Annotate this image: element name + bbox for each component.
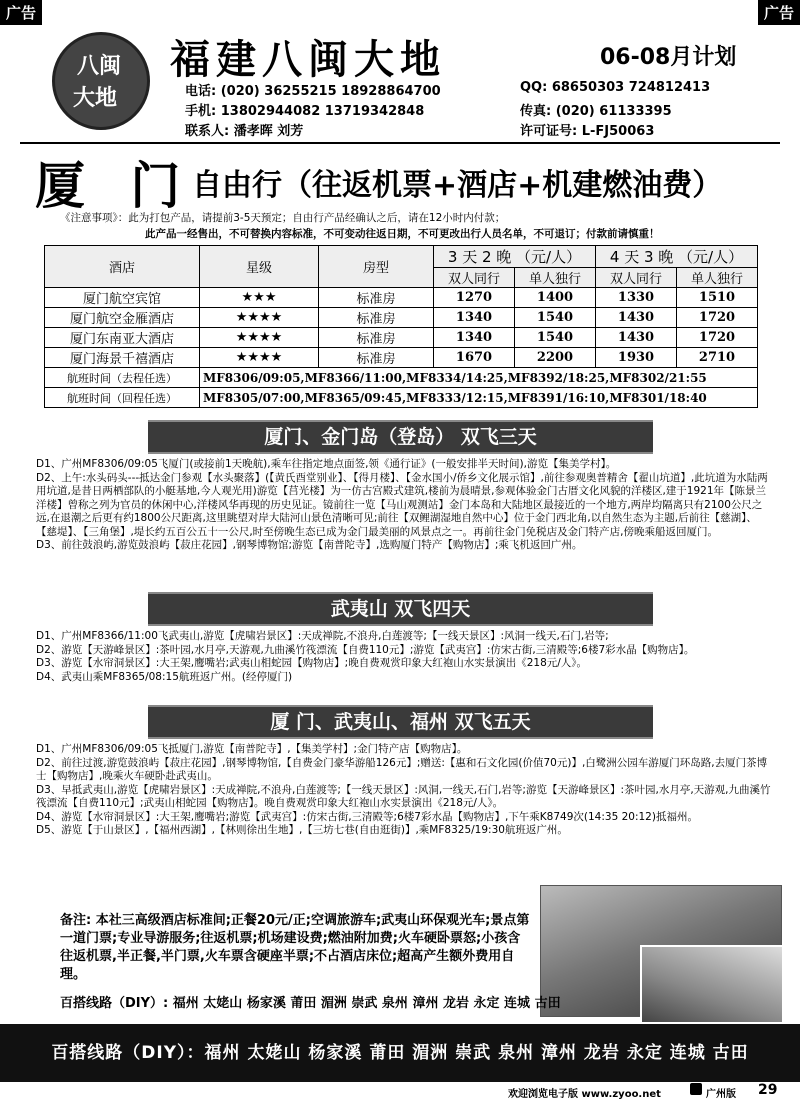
- phone-label: 电话:: [185, 84, 217, 99]
- itinerary-day: D3、前往鼓浪屿,游览鼓浪屿【菽庄花园】,钢琴博物馆;游览【南普陀寺】,选购厦门特产【购物店】;乘飞机返回广州。: [36, 539, 583, 551]
- route-title-1: 厦门、金门岛（登岛） 双飞三天: [148, 420, 653, 454]
- fax-line: [520, 100, 672, 119]
- price-cell: 2710: [677, 348, 758, 368]
- subheader-single-4d: 单人独行: [677, 268, 758, 288]
- contact-line: [185, 120, 303, 139]
- phone-value: (020) 36255215 18928864700: [220, 84, 441, 99]
- license-value: L-FJ50063: [581, 124, 655, 139]
- price-cell: 1720: [677, 328, 758, 348]
- itinerary-day: D1、广州MF8306/09:05飞厦门(或接前1天晚航),乘车往指定地点面签,领《通行证》(一般安排半天时间),游览【集美学村】。: [36, 458, 617, 470]
- subheader-single-3d: 单人独行: [515, 268, 596, 288]
- room-type: 标准房: [319, 328, 434, 348]
- price-cell: 1330: [596, 288, 677, 308]
- mobile-label: 手机:: [185, 104, 217, 119]
- subheader-double-4d: 双人同行: [596, 268, 677, 288]
- itinerary-day: D4、武夷山乘MF8365/08:15航班返广州。(经停厦门): [36, 670, 293, 683]
- logo-text-bottom: 大地: [73, 86, 118, 111]
- plan-period: 06-08月计划: [600, 45, 737, 70]
- table-row: [45, 348, 758, 368]
- table-row: [45, 328, 758, 348]
- price-cell: 1510: [677, 288, 758, 308]
- star-rating: ★★★★: [200, 348, 319, 368]
- route-itinerary-2: [36, 630, 771, 684]
- remarks: [60, 912, 530, 984]
- page-footer: [0, 1082, 800, 1100]
- scenic-photo-inset: [640, 945, 784, 1024]
- company-name: 福建八闽大地: [170, 36, 446, 83]
- price-cell: 1540: [515, 328, 596, 348]
- route-itinerary-1: [36, 458, 771, 553]
- diy-line: [60, 992, 561, 1011]
- remarks-label: 备注:: [60, 913, 92, 928]
- notice-line-1: 《注意事项》：此为打包产品，请提前3-5天预定；自由行产品经确认之后，请在12小时内付款；: [60, 212, 506, 224]
- price-cell: 1400: [515, 288, 596, 308]
- price-cell: 1270: [434, 288, 515, 308]
- header-room: 房型: [319, 246, 434, 288]
- header-stars: 星级: [200, 246, 319, 288]
- star-rating: ★★★: [200, 288, 319, 308]
- mobile-line: [185, 100, 424, 119]
- contact-label: 联系人:: [185, 124, 230, 139]
- room-type: 标准房: [319, 348, 434, 368]
- hotel-name: 厦门海景千禧酒店: [45, 348, 200, 368]
- hotel-name: 厦门东南亚大酒店: [45, 328, 200, 348]
- hotel-name: 厦门航空金雁酒店: [45, 308, 200, 328]
- fax-label: 传真:: [520, 104, 552, 119]
- itinerary-day: D4、游览【水帘洞景区】:大王架,鹰嘴岩;游览【武夷宫】:仿宋古街,三清殿等;6楼7彩水晶【购物店】,下午乘K8749次(14:35 20:12)抵福州。: [36, 810, 698, 823]
- price-cell: 2200: [515, 348, 596, 368]
- price-cell: 1340: [434, 308, 515, 328]
- destination-title: 厦 门: [35, 156, 195, 215]
- itinerary-day: D5、游览【于山景区】,【福州西湖】,【林则徐出生地】,【三坊七巷(自由逛街)】,乘MF8325/19:30航班返广州。: [36, 824, 568, 836]
- mobile-value: 13802944082 13719342848: [220, 104, 425, 119]
- star-rating: ★★★★: [200, 308, 319, 328]
- price-cell: 1430: [596, 308, 677, 328]
- table-row: [45, 288, 758, 308]
- itinerary-day: D2、游览【天游峰景区】:茶叶园,水月亭,天游观,九曲溪竹筏漂流【自费110元】;游览【武夷宫】:仿宋古街,三清殿等;6楼7彩水晶【购物店】。: [36, 643, 695, 656]
- flight-out-times: MF8306/09:05,MF8366/11:00,MF8334/14:25,MF8392/18:25,MF8302/21:55: [200, 368, 758, 388]
- route-title-2: 武夷山 双飞四天: [148, 592, 653, 626]
- diy-label: 百搭线路（DIY）:: [60, 996, 169, 1011]
- hotel-name: 厦门航空宾馆: [45, 288, 200, 308]
- qq-value: 68650303 724812413: [551, 80, 711, 95]
- itinerary-day: D2、前往过渡,游览鼓浪屿【菽庄花园】,钢琴博物馆,【自费金门豪华游船126元】;赠送:【惠和石文化园(价值70元)】,白鹭洲公园车游厦门环岛路,去厦门茶博士【购物店】,晚乘火车硬卧赴武夷山。: [36, 756, 768, 782]
- flight-back-row: [45, 388, 758, 408]
- itinerary-day: D3、早抵武夷山,游览【虎啸岩景区】:天成禅院,不浪舟,白莲渡等;【一线天景区】:风洞,一线天,石门,岩等;游览【天游峰景区】:茶叶园,水月亭,天游观,九曲溪竹筏漂流【自费110元】;武夷山相蛇园【购物店】。晚自费观赏印象大红袍山水实景演出《218元/人》。: [36, 783, 771, 809]
- header-4d3n: 4 天 3 晚 （元/人）: [596, 246, 758, 268]
- diy-destinations: 福州 太姥山 杨家溪 莆田 湄洲 崇武 泉州 漳州 龙岩 永定 连城 古田: [172, 996, 561, 1011]
- ad-tag-left: 广告: [0, 0, 42, 25]
- subheader-double-3d: 双人同行: [434, 268, 515, 288]
- remarks-text: 本社三高级酒店标准间;正餐20元/正;空调旅游车;武夷山环保观光车;景点第一道门票;专业导游服务;往返机票;机场建设费;燃油附加费;火车硬卧票怒;小孩含往返机票,半正餐,半门票,火车票含硬座半票;不占酒店床位;超高产生额外费用自理。: [60, 913, 530, 982]
- product-subtitle: 自由行（往返机票+酒店+机建燃油费）: [192, 168, 723, 203]
- flight-out-label: 航班时间（去程任选）: [45, 368, 200, 388]
- route-itinerary-3: [36, 743, 771, 838]
- flight-back-times: MF8305/07:00,MF8365/09:45,MF8333/12:15,MF8391/16:10,MF8301/18:40: [200, 388, 758, 408]
- price-cell: 1540: [515, 308, 596, 328]
- contact-value: 潘孝晖 刘芳: [233, 124, 304, 139]
- fax-value: (020) 61133395: [555, 104, 672, 119]
- license-line: [520, 120, 654, 139]
- logo-text-top: 八闽: [77, 54, 122, 79]
- flight-back-label: 航班时间（回程任选）: [45, 388, 200, 408]
- price-cell: 1670: [434, 348, 515, 368]
- price-cell: 1430: [596, 328, 677, 348]
- page-number: 29: [758, 1082, 778, 1098]
- itinerary-day: D3、游览【水帘洞景区】:大王架,鹰嘴岩;武夷山相蛇园【购物店】;晚自费观赏印象大红袍山水实景演出《218元/人》。: [36, 657, 588, 669]
- itinerary-day: D1、广州MF8306/09:05飞抵厦门,游览【南普陀寺】,【集美学村】;金门特产店【购物店】。: [36, 743, 468, 755]
- ad-tag-right: 广告: [758, 0, 800, 25]
- table-row: [45, 308, 758, 328]
- qq-line: [520, 80, 710, 95]
- route-title-3: 厦 门、武夷山、福州 双飞五天: [148, 705, 653, 739]
- header-hotel: 酒店: [45, 246, 200, 288]
- room-type: 标准房: [319, 308, 434, 328]
- phone-line: [185, 80, 441, 99]
- price-cell: 1340: [434, 328, 515, 348]
- notice-line-2: 此产品一经售出，不可替换内容标准，不可变动往返日期，不可更改出行人员名单，不可退订；付款前请慎重！: [145, 228, 660, 240]
- header-divider: [20, 142, 780, 144]
- brand-icon: [690, 1083, 702, 1095]
- star-rating: ★★★★: [200, 328, 319, 348]
- footer-diy-banner: 百搭线路（DIY）：福州 太姥山 杨家溪 莆田 湄洲 崇武 泉州 漳州 龙岩 永定 连城 古田: [0, 1024, 800, 1082]
- flight-out-row: [45, 368, 758, 388]
- itinerary-day: D1、广州MF8366/11:00飞武夷山,游览【虎啸岩景区】:天成禅院,不浪舟,白莲渡等;【一线天景区】:风洞一线天,石门,岩等;: [36, 630, 609, 642]
- price-cell: 1720: [677, 308, 758, 328]
- license-label: 许可证号:: [520, 124, 578, 139]
- header-3d2n: 3 天 2 晚 （元/人）: [434, 246, 596, 268]
- brand-name: 广州版: [706, 1089, 736, 1100]
- price-table: [44, 245, 758, 408]
- room-type: 标准房: [319, 288, 434, 308]
- site-url: 欢迎浏览电子版 www.zyoo.net: [508, 1089, 661, 1100]
- price-cell: 1930: [596, 348, 677, 368]
- itinerary-day: D2、上午:水头码头---抵达金门参观【水头聚落】(【黄氏酉堂别业】、【得月楼】、【金水国小/侨乡文化展示馆】,前往参观奥普精舍【翟山坑道】,此坑道为水陆两用坑道,是昔日两栖部队的小艇基地,今人观光用)游览【莒光楼】为一仿古宫殿式建筑,楼前为晨晴景,参观体验金门古厝文化风貌的洋楼区,建于1921年【陈景兰洋楼】曾称之列为官员的休闲中心,洋楼风华再现的历史见证。镜前往一览【马山观测站】金门本岛和大陆地区最接近的一个地方,两岸均隔离只有2100公尺之远,在退潮之后更有约1800公尺距离,这里眺望对岸大陆河山景色清晰可见;前往【双鲤湖湿地自然中心】位于金门西北角,以自然生态为主题,后前往【慈湖】、【慈堤】、【三角堡】,堤长约五百公五十一公尺,时至傍晚生态已成为金门最美丽的风景点之一。再前往金门免税店及金门特产店,傍晚乘船返回厦门。: [36, 471, 768, 538]
- qq-label: QQ:: [520, 80, 548, 95]
- company-logo: [52, 32, 150, 130]
